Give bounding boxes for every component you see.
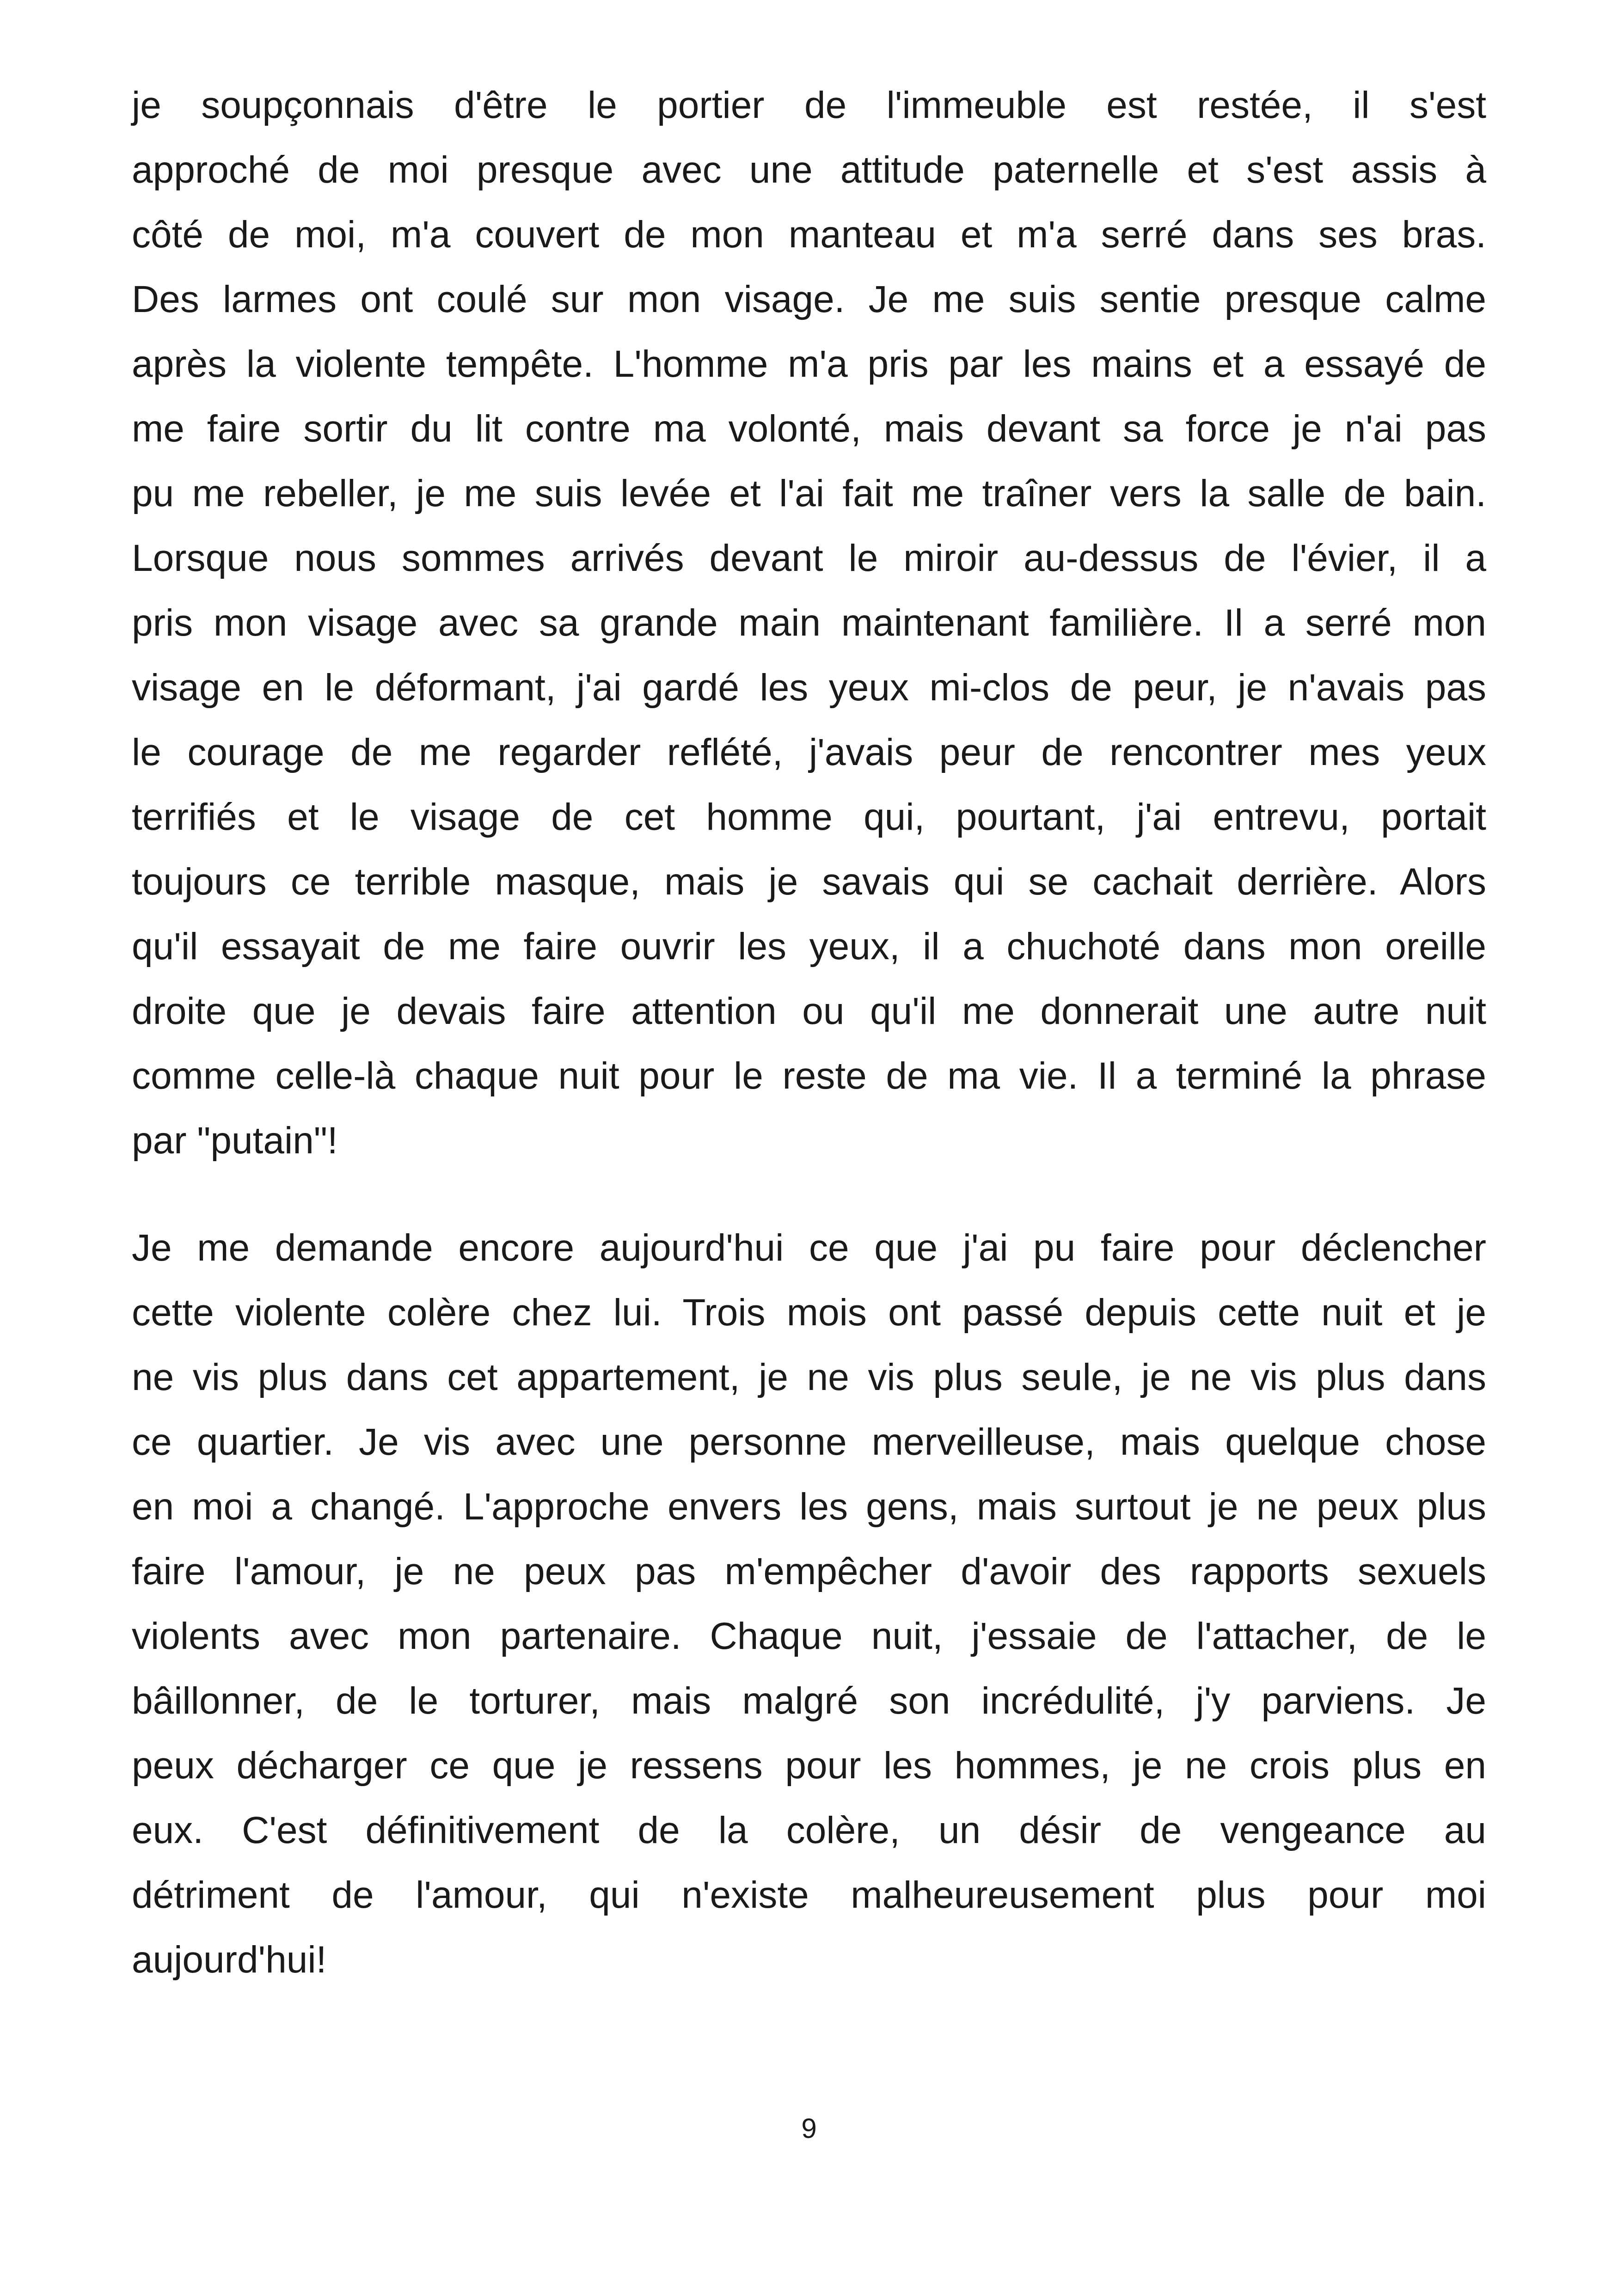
paragraph-line: cette violente colère chez lui. Trois mois ont passé depuis cette nuit et je: [132, 1292, 1486, 1334]
paragraph-line: Lorsque nous sommes arrivés devant le miroir au-dessus de l'évier, il a: [132, 537, 1486, 579]
paragraph-line: droite que je devais faire attention ou qu'il me donnerait une autre nuit: [132, 990, 1486, 1032]
paragraph-line: toujours ce terrible masque, mais je savais qui se cachait derrière. Alors: [132, 861, 1486, 903]
paragraph-1: [132, 73, 1486, 1173]
paragraph-line: Des larmes ont coulé sur mon visage. Je me suis sentie presque calme: [132, 278, 1486, 320]
paragraph-line: ce quartier. Je vis avec une personne merveilleuse, mais quelque chose: [132, 1421, 1486, 1463]
paragraph-line: terrifiés et le visage de cet homme qui, pourtant, j'ai entrevu, portait: [132, 796, 1486, 838]
page-number: 9: [801, 2113, 817, 2144]
paragraph-line: détriment de l'amour, qui n'existe malheureusement plus pour moi: [132, 1874, 1486, 1916]
paragraph-line: le courage de me regarder reflété, j'avais peur de rencontrer mes yeux: [132, 731, 1486, 773]
paragraph-line: après la violente tempête. L'homme m'a pris par les mains et a essayé de: [132, 343, 1486, 385]
paragraph-line: aujourd'hui!: [132, 1939, 327, 1981]
paragraph-line: côté de moi, m'a couvert de mon manteau et m'a serré dans ses bras.: [132, 214, 1486, 256]
paragraph-line: bâillonner, de le torturer, mais malgré son incrédulité, j'y parviens. Je: [132, 1680, 1486, 1722]
paragraph-2: [132, 1216, 1486, 1992]
paragraph-line: ne vis plus dans cet appartement, je ne vis plus seule, je ne vis plus dans: [132, 1356, 1486, 1398]
paragraph-line: je soupçonnais d'être le portier de l'immeuble est restée, il s'est: [132, 84, 1486, 126]
paragraph-line: peux décharger ce que je ressens pour les hommes, je ne crois plus en: [132, 1745, 1486, 1787]
paragraph-line: en moi a changé. L'approche envers les gens, mais surtout je ne peux plus: [132, 1486, 1486, 1528]
paragraph-line: par "putain"!: [132, 1120, 338, 1162]
paragraph-line: me faire sortir du lit contre ma volonté, mais devant sa force je n'ai pas: [132, 408, 1486, 450]
paragraph-line: visage en le déformant, j'ai gardé les yeux mi-clos de peur, je n'avais pas: [132, 667, 1486, 709]
paragraph-line: eux. C'est définitivement de la colère, un désir de vengeance au: [132, 1809, 1486, 1851]
paragraph-line: pris mon visage avec sa grande main maintenant familière. Il a serré mon: [132, 602, 1486, 644]
paragraph-line: approché de moi presque avec une attitude paternelle et s'est assis à: [132, 149, 1486, 191]
paragraph-line: Je me demande encore aujourd'hui ce que j'ai pu faire pour déclencher: [132, 1227, 1486, 1269]
paragraph-line: qu'il essayait de me faire ouvrir les yeux, il a chuchoté dans mon oreille: [132, 925, 1486, 967]
paragraph-line: faire l'amour, je ne peux pas m'empêcher d'avoir des rapports sexuels: [132, 1550, 1486, 1592]
paragraph-line: comme celle-là chaque nuit pour le reste de ma vie. Il a terminé la phrase: [132, 1055, 1486, 1097]
paragraph-line: pu me rebeller, je me suis levée et l'ai fait me traîner vers la salle de bain.: [132, 472, 1486, 514]
paragraph-line: violents avec mon partenaire. Chaque nuit, j'essaie de l'attacher, de le: [132, 1615, 1486, 1657]
